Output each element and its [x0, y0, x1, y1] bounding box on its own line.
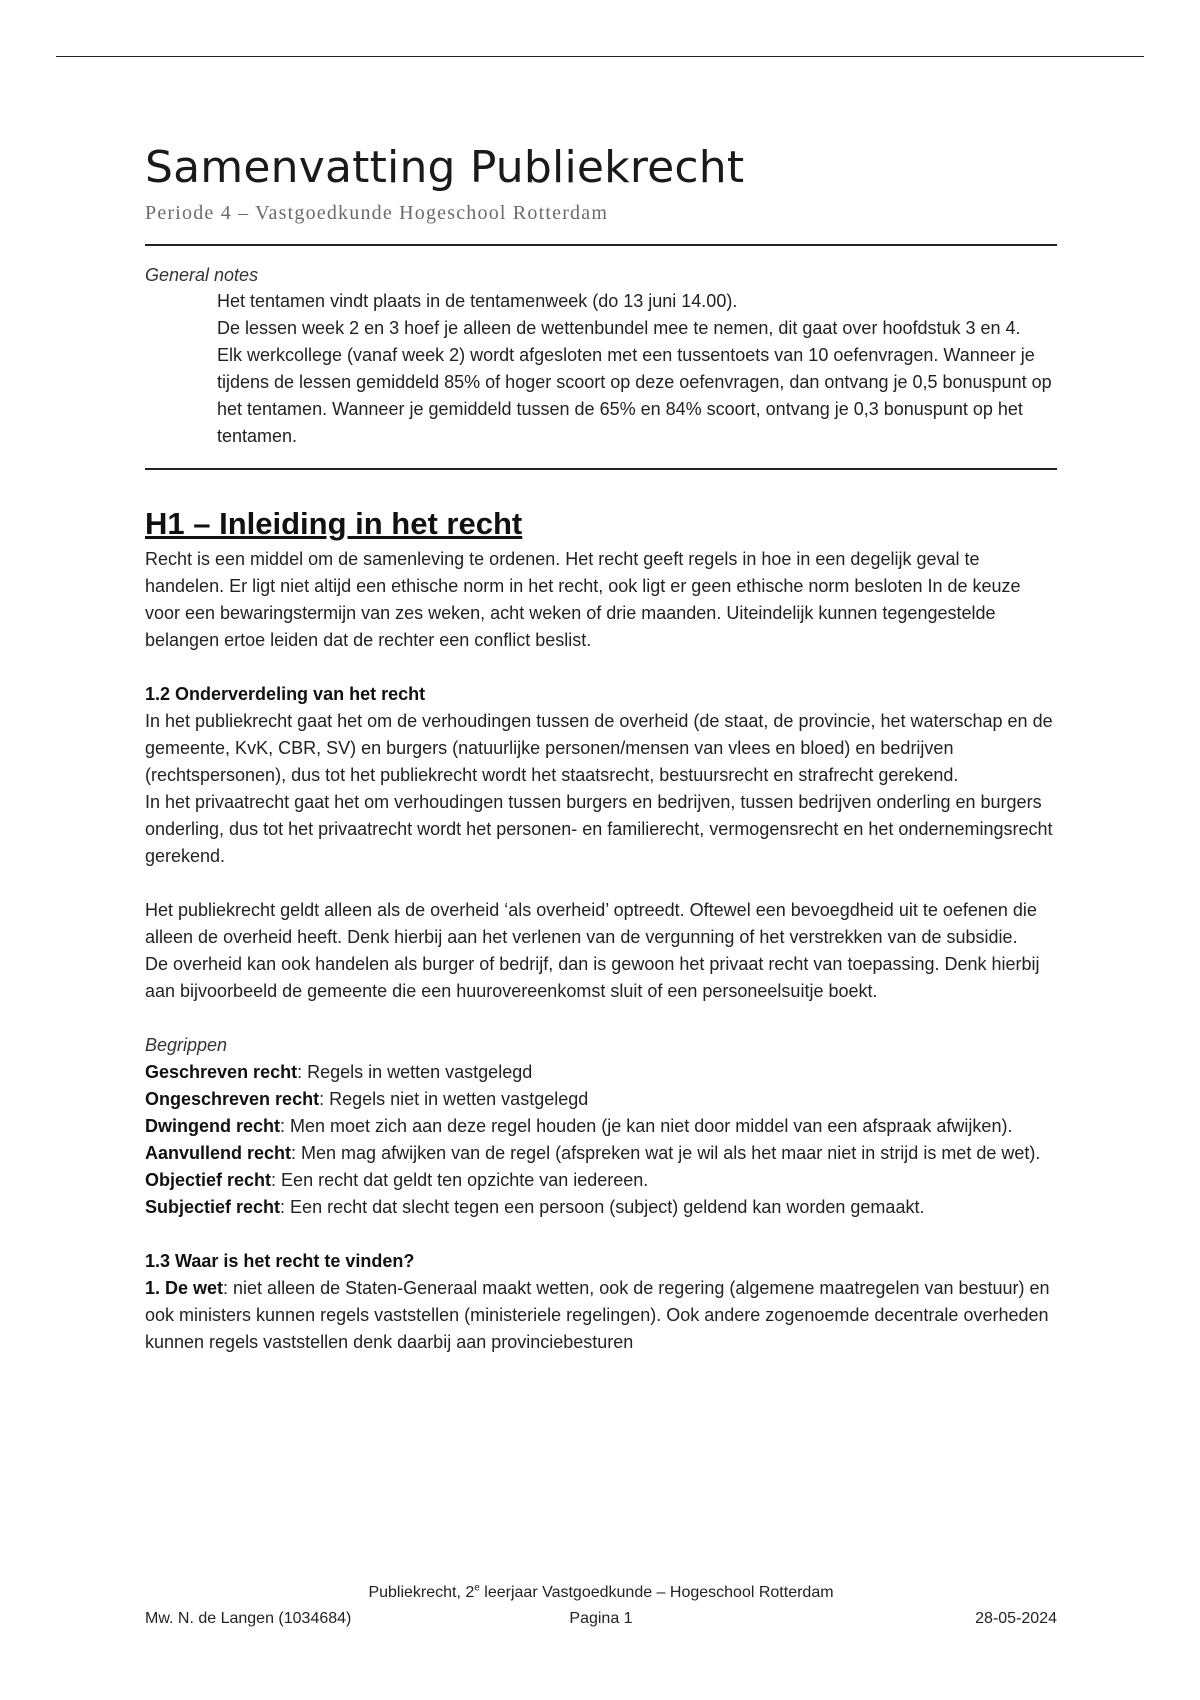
list-item-label: 1. De wet	[145, 1278, 224, 1298]
document-page	[145, 140, 1057, 1356]
term-definition: : Regels in wetten vastgelegd	[297, 1062, 533, 1082]
top-rule	[56, 56, 1144, 57]
term-item	[145, 1113, 1057, 1140]
term-definition: : Men mag afwijken van de regel (afspreken wat je wil als het maar niet in strijd is met de wet).	[291, 1143, 1041, 1163]
term-item	[145, 1059, 1057, 1086]
term-definition: : Een recht dat slecht tegen een persoon (subject) geldend kan worden gemaakt.	[280, 1197, 925, 1217]
section-heading-1-2: 1.2 Onderverdeling van het recht	[145, 684, 426, 704]
term-definition: : Men moet zich aan deze regel houden (je kan niet door middel van een afspraak afwijken).	[280, 1116, 1013, 1136]
general-notes-list	[145, 288, 1057, 450]
page-footer	[145, 1580, 1057, 1632]
footer-page-number: Pagina 1	[569, 1610, 633, 1627]
term-item	[145, 1167, 1057, 1194]
footer-course-line	[145, 1580, 1057, 1606]
document-title: Samenvatting Publiekrecht	[145, 142, 745, 193]
term-item	[145, 1140, 1057, 1167]
section-paragraph	[145, 1275, 1057, 1356]
footer-date: 28-05-2024	[975, 1610, 1057, 1627]
footer-course-text-rest: leerjaar Vastgoedkunde – Hogeschool Rotterdam	[479, 1584, 834, 1601]
section-heading-1-3: 1.3 Waar is het recht te vinden?	[145, 1251, 415, 1271]
footer-superscript: e	[474, 1582, 480, 1594]
note-item: Het tentamen vindt plaats in de tentamenweek (do 13 juni 14.00).	[217, 291, 738, 311]
notes-bottom-rule	[145, 468, 1057, 470]
chapter-heading: H1 – Inleiding in het recht	[145, 506, 523, 541]
section-paragraph: Het publiekrecht geldt alleen als de overheid ‘als overheid’ optreedt. Oftewel een bevoegdheid uit te oefenen die alleen de overheid heeft. Denk hierbij aan het verlenen van de vergunning of het verstrekken van de subsidie.	[145, 900, 1037, 947]
document-subtitle: Periode 4 – Vastgoedkunde Hogeschool Rotterdam	[145, 202, 609, 224]
term-name: Geschreven recht	[145, 1062, 298, 1082]
terms-label: Begrippen	[145, 1035, 228, 1055]
section-paragraph: In het privaatrecht gaat het om verhoudingen tussen burgers en bedrijven, tussen bedrijven onderling en burgers onderling, dus tot het privaatrecht wordt het personen- en familierecht, vermogensrecht en het ondernemingsrecht gerekend.	[145, 792, 1053, 866]
section-paragraph: De overheid kan ook handelen als burger of bedrijf, dan is gewoon het privaat recht van toepassing. Denk hierbij aan bijvoorbeeld de gemeente die een huurovereenkomst sluit of een personeelsuitje boekt.	[145, 954, 1040, 1001]
term-name: Ongeschreven recht	[145, 1089, 320, 1109]
term-name: Objectief recht	[145, 1170, 272, 1190]
term-name: Aanvullend recht	[145, 1143, 292, 1163]
term-definition: : Regels niet in wetten vastgelegd	[319, 1089, 589, 1109]
note-item: Elk werkcollege (vanaf week 2) wordt afgesloten met een tussentoets van 10 oefenvragen. Wanneer je tijdens de lessen gemiddeld 85% of hoger scoort op deze oefenvragen, dan ontvang je 0,5 bonuspunt op het tentamen. Wanneer je gemiddeld tussen de 65% en 84% scoort, ontvang je 0,3 bonuspunt op het tentamen.	[217, 345, 1052, 446]
general-notes-label: General notes	[145, 265, 259, 285]
notes-top-rule	[145, 244, 1057, 246]
footer-info-row	[145, 1606, 1057, 1632]
footer-author: Mw. N. de Langen (1034684)	[145, 1610, 352, 1627]
term-name: Dwingend recht	[145, 1116, 281, 1136]
section-paragraph: In het publiekrecht gaat het om de verhoudingen tussen de overheid (de staat, de provincie, het waterschap en de gemeente, KvK, CBR, SV) en burgers (natuurlijke personen/mensen van vlees en bloed) en bedrijven (rechtspersonen), dus tot het publiekrecht wordt het staatsrecht, bestuursrecht en strafrecht gerekend.	[145, 711, 1053, 785]
term-item	[145, 1086, 1057, 1113]
term-name: Subjectief recht	[145, 1197, 281, 1217]
chapter-intro: Recht is een middel om de samenleving te ordenen. Het recht geeft regels in hoe in een degelijk geval te handelen. Er ligt niet altijd een ethische norm in het recht, ook ligt er geen ethische norm besloten In de keuze voor een bewaringstermijn van zes weken, acht weken of drie maanden. Uiteindelijk kunnen tegengestelde belangen ertoe leiden dat de rechter een conflict beslist.	[145, 549, 1021, 650]
term-definition: : Een recht dat geldt ten opzichte van iedereen.	[271, 1170, 649, 1190]
list-item-text: : niet alleen de Staten-Generaal maakt wetten, ook de regering (algemene maatregelen van bestuur) en ook ministers kunnen regels vaststellen (ministeriele regelingen). Ook andere zogenoemde decentrale overheden kunnen regels vaststellen denk daarbij aan provinciebesturen	[145, 1278, 1050, 1352]
general-notes-box	[145, 258, 1057, 468]
note-item: De lessen week 2 en 3 hoef je alleen de wettenbundel mee te nemen, dit gaat over hoofdstuk 3 en 4.	[217, 318, 1021, 338]
footer-course-text: Publiekrecht, 2	[368, 1584, 475, 1601]
term-item	[145, 1194, 1057, 1221]
